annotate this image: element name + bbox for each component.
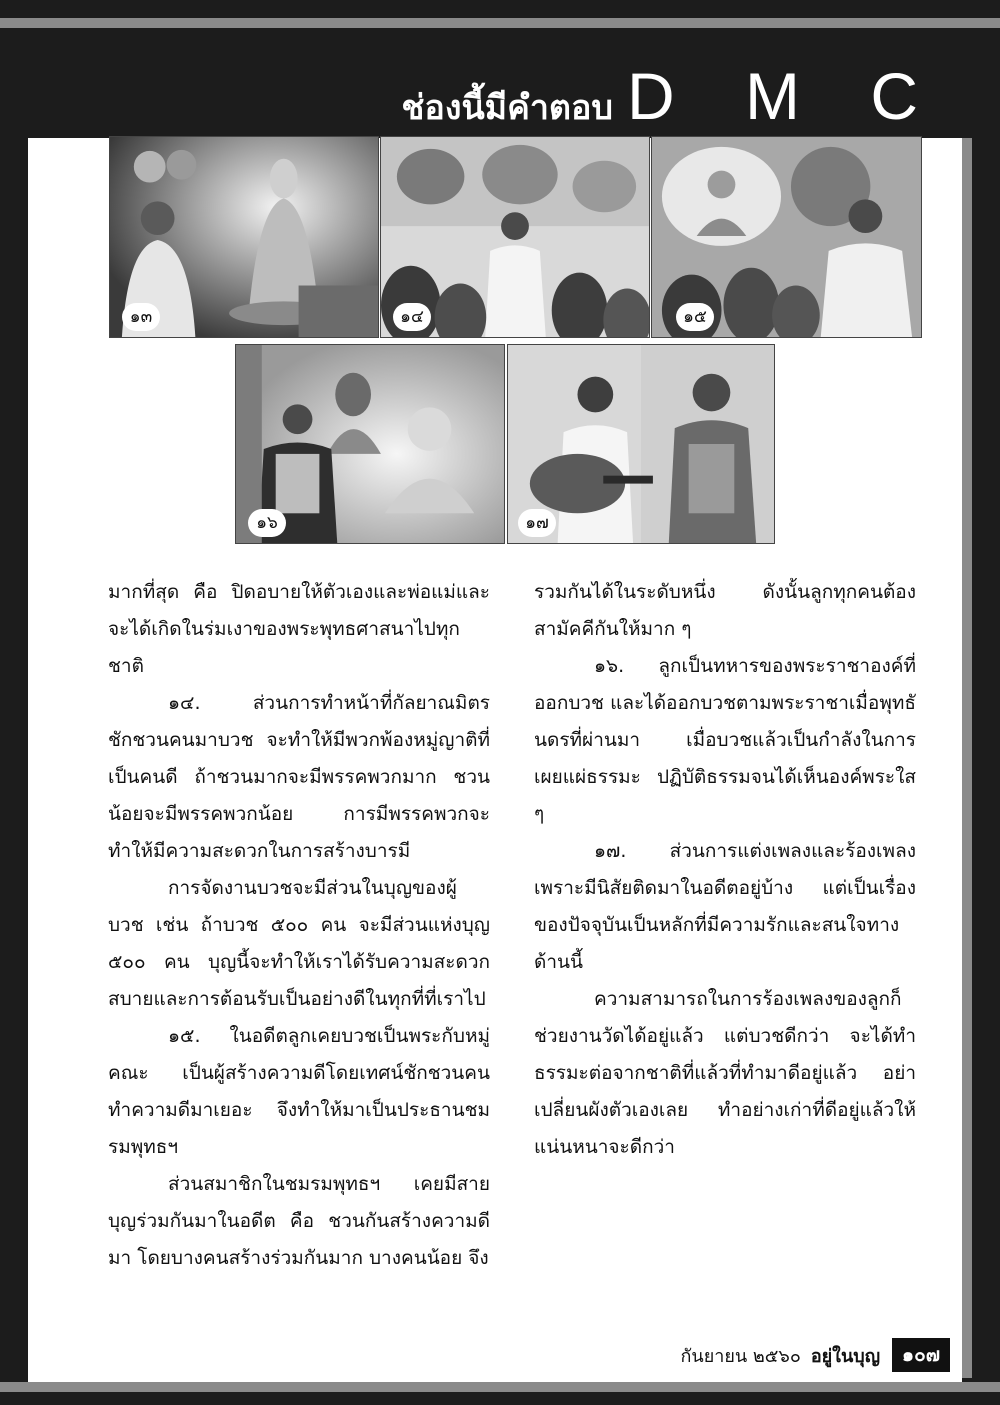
right-rule [962, 138, 972, 1378]
photo-16 [235, 344, 505, 544]
photo-14-label: ๑๔ [393, 303, 431, 331]
article-paragraph: ๑๖. ลูกเป็นทหารของพระราชาองค์ที่ออกบวช และได้ออกบวชตามพระราชาเมื่อพุทธันดรที่ผ่านมา เมื่อบวชแล้วเป็นกำลังในการเผยแผ่ธรรมะ ปฏิบัติธรรมจนได้เห็นองค์พระใส ๆ [534, 655, 916, 825]
page-footer [680, 1338, 950, 1372]
article-paragraph: มากที่สุด คือ ปิดอบายให้ตัวเองและพ่อแม่และจะได้เกิดในร่มเงาของพระพุทธศาสนาไปทุกชาติ [108, 581, 490, 677]
article-paragraph: ความสามารถในการร้องเพลงของลูกก็ช่วยงานวัดได้อยู่แล้ว แต่บวชดีกว่า จะได้ทำธรรมะต่อจากชาติที่แล้วที่ทำมาดีอยู่แล้ว อย่าเปลี่ยนผังตัวเองเลย ทำอย่างเก่าที่ดีอยู่แล้วให้แน่นหนาจะดีกว่า [534, 988, 916, 1158]
footer-issue-date: กันยายน ๒๕๖๐ [680, 1345, 801, 1367]
header-title-brand: D M C [627, 59, 944, 133]
photo-17-label: ๑๗ [518, 509, 556, 537]
article-column-right [534, 574, 916, 1166]
photo-13 [109, 136, 379, 338]
article-paragraph: รวมกันได้ในระดับหนึ่ง ดังนั้นลูกทุกคนต้องสามัคคีกันให้มาก ๆ [534, 581, 916, 640]
article-paragraph: ๑๕. ในอดีตลูกเคยบวชเป็นพระกับหมู่คณะ เป็นผู้สร้างความดีโดยเทศน์ชักชวนคนทำความดีมาเยอะ จึงทำให้มาเป็นประธานชมรมพุทธฯ [108, 1025, 490, 1158]
page-number: ๑๐๗ [892, 1338, 950, 1372]
footer-magazine-name: อยู่ในบุญ [810, 1345, 881, 1367]
photo-15-label: ๑๕ [676, 303, 714, 331]
photo-14 [380, 136, 650, 338]
photo-17 [507, 344, 775, 544]
page-header-title [401, 58, 944, 134]
article-column-left [108, 574, 490, 1277]
top-rule [0, 18, 1000, 28]
header-title-thai: ช่องนี้มีคำตอบ [401, 88, 614, 128]
photo-15 [651, 136, 922, 338]
article-paragraph: การจัดงานบวชจะมีส่วนในบุญของผู้บวช เช่น ถ้าบวช ๕๐๐ คน จะมีส่วนแห่งบุญ ๕๐๐ คน บุญนี้จะทำให้เราได้รับความสะดวกสบายและการต้อนรับเป็นอย่างดีในทุกที่ที่เราไป [108, 877, 490, 1010]
bottom-rule [0, 1382, 1000, 1392]
page-content [28, 138, 962, 1382]
photo-13-label: ๑๓ [122, 303, 160, 331]
article-paragraph: ส่วนสมาชิกในชมรมพุทธฯ เคยมีสายบุญร่วมกันมาในอดีต คือ ชวนกันสร้างความดีมา โดยบางคนสร้างร่วมกันมาก บางคนน้อย จึง [108, 1173, 490, 1269]
article-paragraph: ๑๗. ส่วนการแต่งเพลงและร้องเพลงเพราะมีนิสัยติดมาในอดีตอยู่บ้าง แต่เป็นเรื่องของปัจจุบันเป็นหลักที่มีความรักและสนใจทางด้านนี้ [534, 840, 916, 973]
article-paragraph: ๑๔. ส่วนการทำหน้าที่กัลยาณมิตรชักชวนคนมาบวช จะทำให้มีพวกพ้องหมู่ญาติที่เป็นคนดี ถ้าชวนมากจะมีพรรคพวกมาก ชวนน้อยจะมีพรรคพวกน้อย การมีพรรคพวกจะทำให้มีความสะดวกในการสร้างบารมี [108, 692, 490, 862]
photo-16-label: ๑๖ [248, 509, 286, 537]
